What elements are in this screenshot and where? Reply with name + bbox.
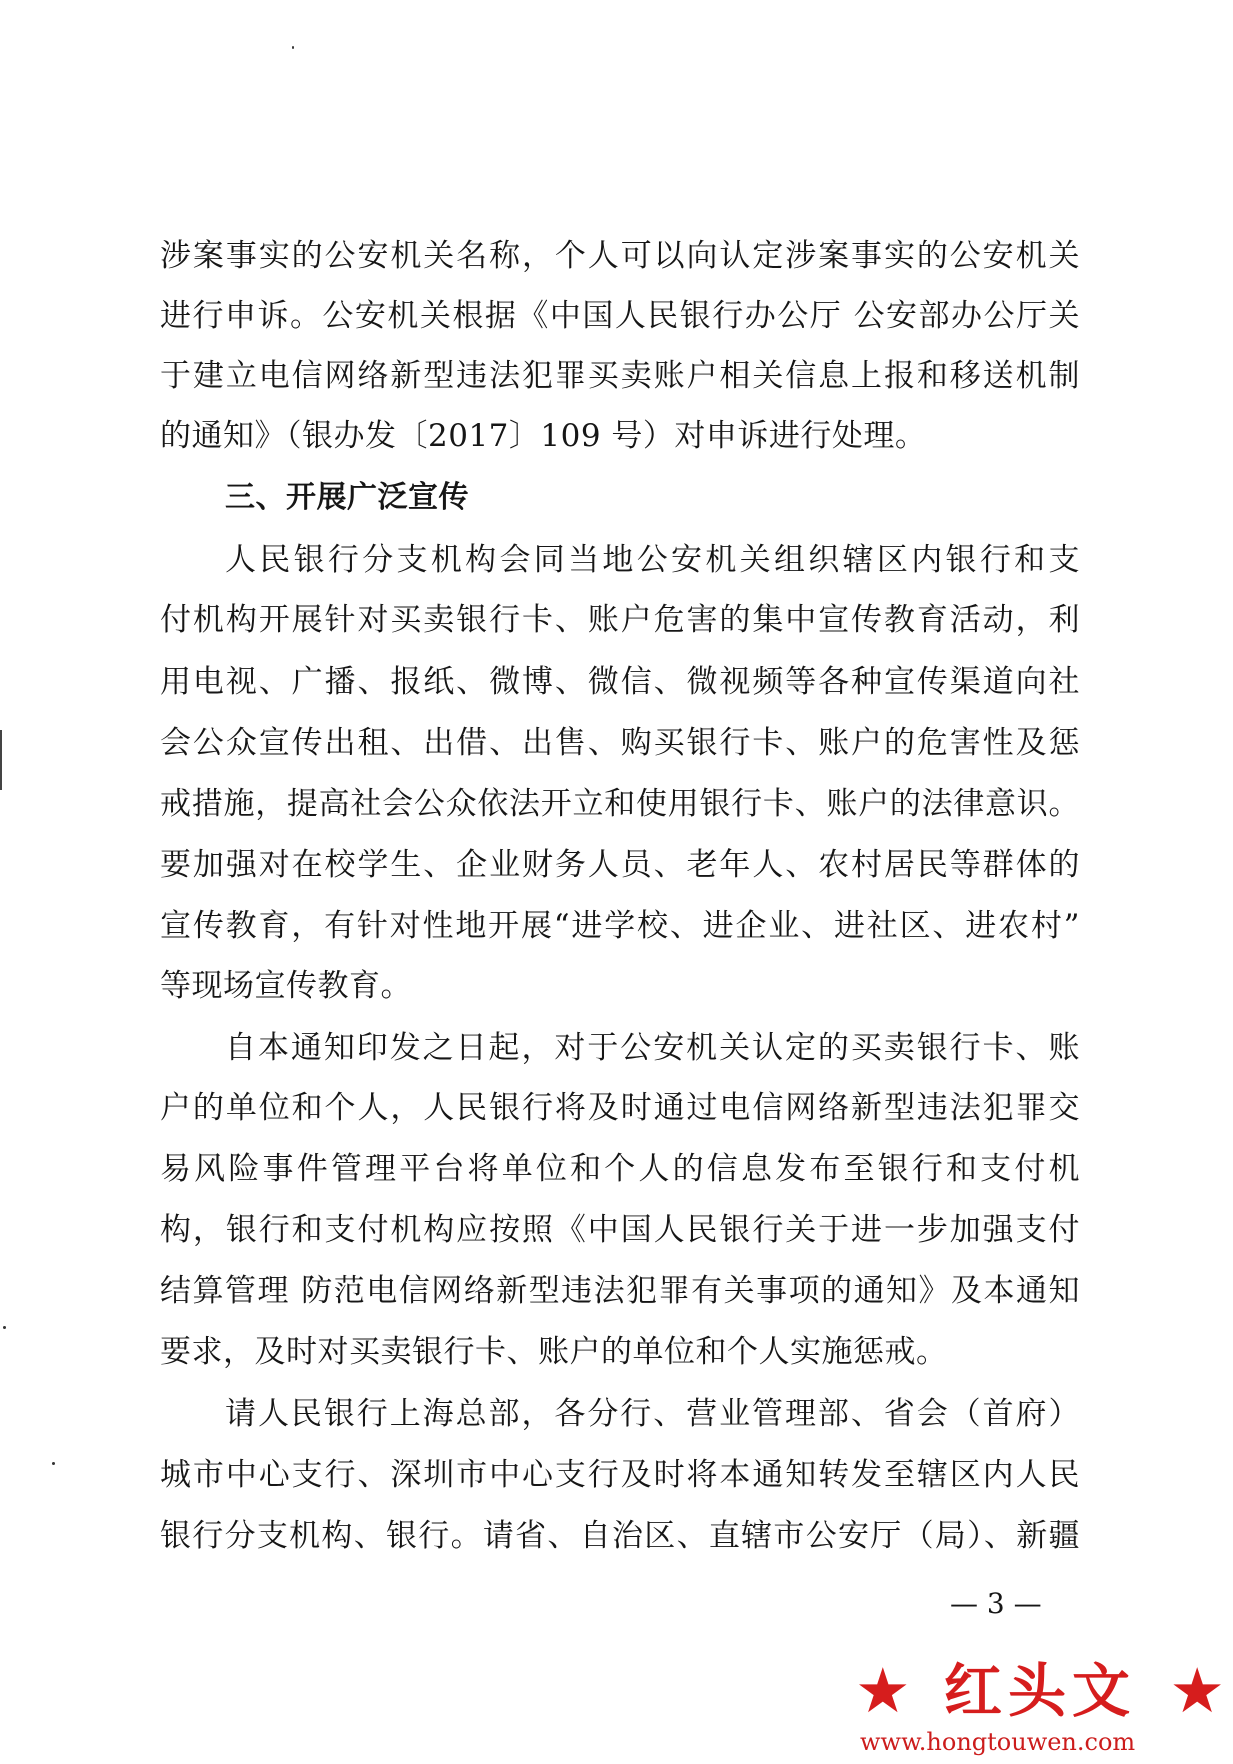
section-heading: 三、开展广泛宣传 — [225, 480, 469, 515]
body-line: 戒措施，提高社会公众依法开立和使用银行卡、账户的法律意识。 — [160, 786, 1080, 822]
body-line: 自本通知印发之日起，对于公安机关认定的买卖银行卡、账 — [225, 1030, 1080, 1066]
watermark-row — [855, 1654, 1225, 1727]
scan-speck — [52, 1462, 55, 1465]
body-line: 户的单位和个人，人民银行将及时通过电信网络新型违法犯罪交 — [160, 1090, 1080, 1126]
body-line: 涉案事实的公安机关名称，个人可以向认定涉案事实的公安机关 — [160, 238, 1080, 274]
body-line: 的通知》（银办发〔2017〕109 号）对申诉进行处理。 — [160, 418, 927, 454]
body-line: 会公众宣传出租、出借、出售、购买银行卡、账户的危害性及惩 — [160, 725, 1080, 761]
body-line: 银行分支机构、银行。请省、自治区、直辖市公安厅（局）、新疆 — [160, 1518, 1080, 1554]
star-icon: ★ — [855, 1654, 911, 1727]
scan-speck — [292, 46, 294, 49]
body-line: 城市中心支行、深圳市中心支行及时将本通知转发至辖区内人民 — [160, 1457, 1080, 1493]
body-line: 用电视、广播、报纸、微博、微信、微视频等各种宣传渠道向社 — [160, 664, 1080, 700]
body-line: 进行申诉。公安机关根据《中国人民银行办公厅 公安部办公厅关 — [160, 298, 1080, 334]
body-line: 等现场宣传教育。 — [160, 968, 412, 1004]
body-line: 请人民银行上海总部，各分行、营业管理部、省会（首府） — [225, 1396, 1080, 1432]
scan-edge-mark — [0, 730, 2, 790]
site-watermark — [855, 1654, 1225, 1758]
star-icon: ★ — [1169, 1654, 1225, 1727]
body-line: 于建立电信网络新型违法犯罪买卖账户相关信息上报和移送机制 — [160, 358, 1080, 394]
watermark-text: 红头文 — [943, 1657, 1136, 1725]
body-line: 要加强对在校学生、企业财务人员、老年人、农村居民等群体的 — [160, 847, 1080, 883]
body-line: 结算管理 防范电信网络新型违法犯罪有关事项的通知》及本通知 — [160, 1273, 1080, 1309]
body-line: 易风险事件管理平台将单位和个人的信息发布至银行和支付机 — [160, 1151, 1080, 1187]
page-number: — 3 — — [950, 1587, 1042, 1620]
scan-speck — [3, 1326, 6, 1329]
body-line: 构，银行和支付机构应按照《中国人民银行关于进一步加强支付 — [160, 1212, 1080, 1248]
body-line: 人民银行分支机构会同当地公安机关组织辖区内银行和支 — [225, 542, 1080, 578]
watermark-url: www.hongtouwen.com — [860, 1728, 1136, 1756]
body-line: 要求，及时对买卖银行卡、账户的单位和个人实施惩戒。 — [160, 1334, 948, 1370]
body-line: 付机构开展针对买卖银行卡、账户危害的集中宣传教育活动，利 — [160, 602, 1080, 638]
body-line: 宣传教育，有针对性地开展“进学校、进企业、进社区、进农村” — [160, 908, 1080, 944]
